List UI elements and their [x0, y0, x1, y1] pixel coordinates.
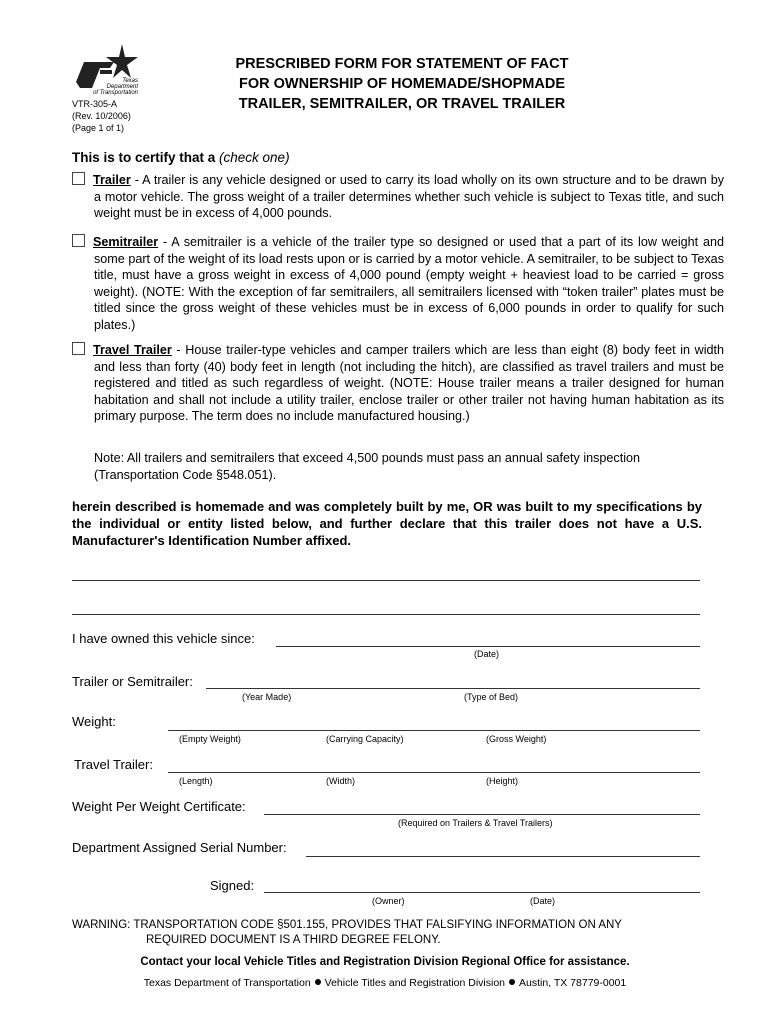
travel-trailer-field[interactable]: [168, 772, 700, 773]
declaration: herein described is homemade and was completely built by me, OR was built to my specifications by the individual or entity listed below, and further declare that this trailer does not have a U.S. Manufacturer's Identification Number affixed.: [72, 499, 702, 548]
empty-weight-sublabel: (Empty Weight): [179, 734, 241, 744]
form-page: (Page 1 of 1): [72, 123, 125, 133]
gross-weight-sublabel: (Gross Weight): [486, 734, 547, 744]
logo-text: Texas Department of Transportation: [93, 78, 138, 96]
blank-line-2[interactable]: [72, 614, 700, 615]
width-sublabel: (Width): [326, 776, 355, 786]
certify-heading: This is to certify that a (check one): [72, 150, 290, 165]
weight-certificate-label: Weight Per Weight Certificate:: [72, 799, 246, 814]
option-travel-trailer: Travel Trailer - House trailer-type vehicles and camper trailers which are less than eight (8) body feet in width and less than forty (40) body feet in length (not including the hitch), are classified as travel trailers and must be registered and titled as such regardless of weight. (NOTE: House trailer means a trailer designed for human habitation and shall not include a utility trailer, enclose trailer or other trailer not having human habitation as its primary purpose. The term does no include manufactured housing.): [72, 342, 724, 425]
carrying-capacity-sublabel: (Carrying Capacity): [326, 734, 404, 744]
semitrailer-checkbox[interactable]: [72, 234, 85, 247]
date-sublabel: (Date): [474, 649, 500, 659]
year-made-sublabel: (Year Made): [242, 692, 292, 702]
weight-label: Weight:: [72, 714, 116, 729]
signed-label: Signed:: [210, 878, 255, 893]
trailer-semitrailer-label: Trailer or Semitrailer:: [72, 674, 193, 689]
inspection-note: Note: All trailers and semitrailers that exceed 4,500 pounds must pass an annual safety inspection (Transportation Code §548.051).: [94, 451, 641, 482]
form-info: [72, 98, 131, 134]
serial-number-field[interactable]: [306, 856, 700, 857]
bullet-icon: [315, 979, 321, 985]
form-revision: (Rev. 10/2006): [72, 111, 131, 121]
type-of-bed-sublabel: (Type of Bed): [464, 692, 519, 702]
serial-number-label: Department Assigned Serial Number:: [72, 840, 287, 855]
signature-field[interactable]: [264, 892, 700, 893]
weight-certificate-field[interactable]: [264, 814, 700, 815]
travel-trailer-label: Travel Trailer:: [74, 757, 153, 772]
required-sublabel: (Required on Trailers & Travel Trailers): [398, 818, 553, 828]
owner-sublabel: (Owner): [372, 896, 405, 906]
felony-warning: WARNING: TRANSPORTATION CODE §501.155, PROVIDES THAT FALSIFYING INFORMATION ON ANY REQUIRED DOCUMENT IS A THIRD DEGREE FELONY.: [72, 919, 622, 946]
option-trailer: Trailer - A trailer is any vehicle designed or used to carry its load wholly on its own structure and to be drawn by a motor vehicle. The gross weight of a trailer determines whether such vehicle is subject to Texas title, and such weight must be in excess of 4,000 pounds.: [72, 172, 724, 222]
height-sublabel: (Height): [486, 776, 519, 786]
form-number: VTR-305-A: [72, 99, 118, 109]
blank-line-1[interactable]: [72, 580, 700, 581]
trailer-semitrailer-field[interactable]: [206, 688, 700, 689]
signed-date-sublabel: (Date): [530, 896, 556, 906]
bullet-icon: [509, 979, 515, 985]
footer: Texas Department of Transportation Vehicle Titles and Registration Division Austin, TX 78779-0001: [143, 977, 627, 989]
trailer-checkbox[interactable]: [72, 172, 85, 185]
contact-line: Contact your local Vehicle Titles and Registration Division Regional Office for assistance.: [140, 956, 630, 968]
weight-field[interactable]: [168, 730, 700, 731]
length-sublabel: (Length): [179, 776, 213, 786]
travel-trailer-checkbox[interactable]: [72, 342, 85, 355]
owned-since-label: I have owned this vehicle since:: [72, 631, 255, 646]
option-semitrailer: Semitrailer - A semitrailer is a vehicle of the trailer type so designed or used that a part of its low weight and some part of the weight of its load rests upon or is carried by a motor vehicle. A semitrailer, to be subject to Texas title, must have a gross weight in excess of 4,000 pound (empty weight + heaviest load to be carried = gross weight). (NOTE: With the exception of far semitrailers, all semitrailers licensed with “token trailer” plates must be titled since the gross weight of these vehicles must be in excess of 6,000 pounds in order to qualify for such plates.): [72, 234, 724, 334]
owned-since-field[interactable]: [276, 646, 700, 647]
form-title: PRESCRIBED FORM FOR STATEMENT OF FACT FOR OWNERSHIP OF HOMEMADE/SHOPMADE TRAILER, SEMITRAILER, OR TRAVEL TRAILER: [235, 56, 569, 112]
